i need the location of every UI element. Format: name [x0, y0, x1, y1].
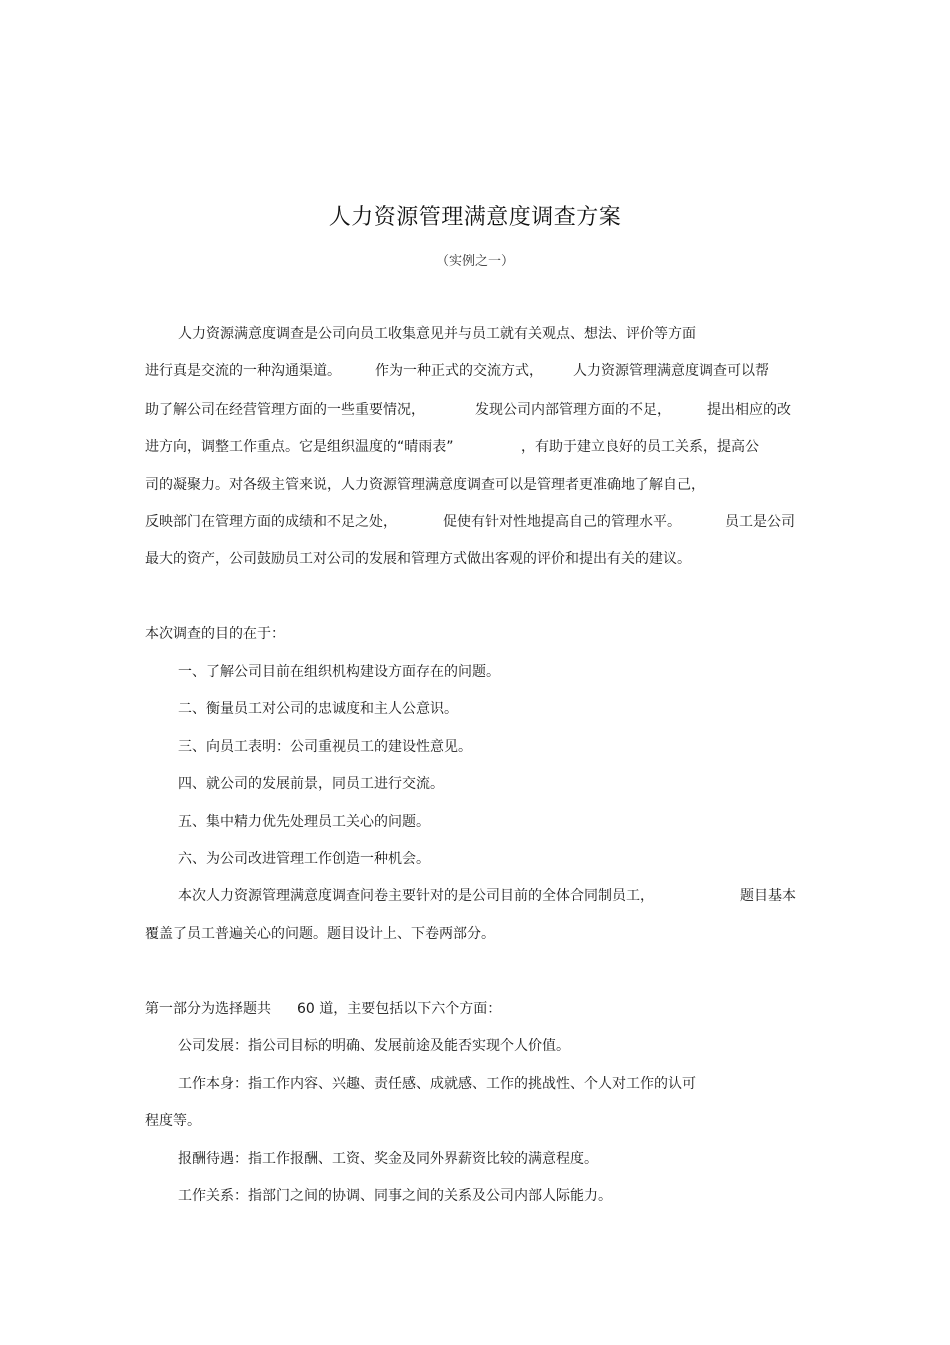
text-segment: 员工是公司 [725, 514, 795, 530]
text-segment: 作为一种正式的交流方式， [375, 363, 543, 379]
aspect-item: 工作关系：指部门之间的协调、同事之间的关系及公司内部人际能力。 [178, 1188, 612, 1204]
aspect-item: 工作本身：指工作内容、兴趣、责任感、成就感、工作的挑战性、个人对工作的认可 [178, 1076, 696, 1092]
document-subtitle: （实例之一） [435, 254, 514, 269]
text-segment: 进方向，调整工作重点。它是组织温度的“晴雨表” [145, 439, 454, 455]
text-segment: ，有助于建立良好的员工关系，提高公 [521, 439, 759, 455]
aspect-item: 公司发展：指公司目标的明确、发展前途及能否实现个人价值。 [178, 1038, 570, 1054]
purpose-item: 六、为公司改进管理工作创造一种机会。 [178, 851, 430, 867]
purpose-item: 一、了解公司目前在组织机构建设方面存在的问题。 [178, 664, 500, 680]
text-segment: 60 道，主要包括以下六个方面： [297, 1001, 502, 1017]
purpose-item: 三、向员工表明：公司重视员工的建设性意见。 [178, 739, 472, 755]
text-segment: 助了解公司在经营管理方面的一些重要情况， [145, 402, 425, 418]
text-segment: 进行真是交流的一种沟通渠道。 [145, 363, 341, 379]
text-segment: 发现公司内部管理方面的不足， [475, 402, 671, 418]
text-segment: 司的凝聚力。对各级主管来说，人力资源管理满意度调查可以是管理者更准确地了解自己， [145, 477, 705, 493]
text-segment: 最大的资产，公司鼓励员工对公司的发展和管理方式做出客观的评价和提出有关的建议。 [145, 551, 691, 567]
text-segment: 本次人力资源管理满意度调查问卷主要针对的是公司目前的全体合同制员工， [178, 888, 654, 904]
document-title: 人力资源管理满意度调查方案 [328, 205, 622, 230]
text-segment: 第一部分为选择题共 [145, 1001, 271, 1017]
text-segment: 题目基本 [740, 888, 796, 904]
text-segment: 覆盖了员工普遍关心的问题。题目设计上、下卷两部分。 [145, 926, 495, 942]
text-segment: 反映部门在管理方面的成绩和不足之处， [145, 514, 397, 530]
purpose-item: 五、集中精力优先处理员工关心的问题。 [178, 814, 430, 830]
text-segment: 促使有针对性地提高自己的管理水平。 [443, 514, 681, 530]
purpose-heading: 本次调查的目的在于： [145, 626, 285, 642]
purpose-item: 二、衡量员工对公司的忠诚度和主人公意识。 [178, 701, 458, 717]
aspect-item-continued: 程度等。 [145, 1113, 201, 1129]
text-segment: 人力资源满意度调查是公司向员工收集意见并与员工就有关观点、想法、评价等方面 [178, 326, 696, 342]
purpose-item: 四、就公司的发展前景，同员工进行交流。 [178, 776, 444, 792]
text-segment: 人力资源管理满意度调查可以帮 [573, 363, 769, 379]
aspect-item: 报酬待遇：指工作报酬、工资、奖金及同外界薪资比较的满意程度。 [178, 1151, 598, 1167]
text-segment: 提出相应的改 [707, 402, 791, 418]
